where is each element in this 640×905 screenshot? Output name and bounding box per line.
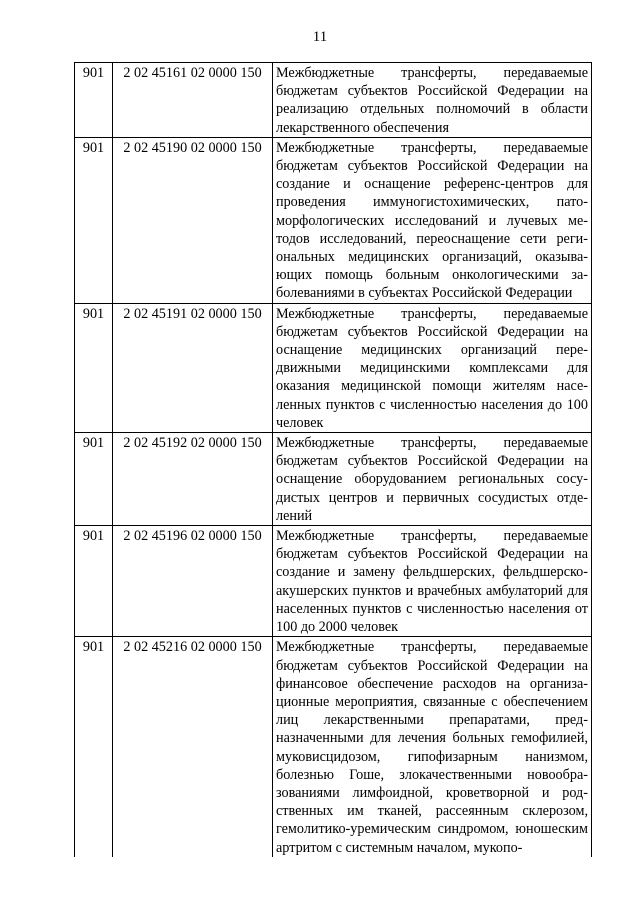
- budget-code-cell: 2 02 45191 02 0000 150: [113, 303, 273, 432]
- description-cell: Межбюджетные трансферты, передаваемые бюджетам субъектов Российской Федерации на создание и оснащение референс-центров для проведения иммуногистохимических, патоморфологических исследований и лучевых методов исследований, переоснащение сети региональных медицинских организаций, оказывающих помощь больным онкологическими заболеваниями в субъектах Российской Федерации: [273, 137, 592, 303]
- budget-code-cell: 2 02 45192 02 0000 150: [113, 433, 273, 526]
- table-row: [75, 137, 592, 303]
- admin-code-cell: 901: [75, 526, 113, 637]
- table-row: [75, 433, 592, 526]
- description-cell: Межбюджетные трансферты, передаваемые бюджетам субъектов Российской Федерации на финансовое обеспечение расходов на организационные мероприятия, связанные с обеспечением лиц лекарственными препаратами, предназначенными для лечения больных гемофилией, муковисцидозом, гипофизарным нанизмом, болезнью Гоше, злокачественными новообразованиями лимфоидной, кроветворной и родственных им тканей, рассеянным склерозом, гемолитико-уремическим синдромом, юношеским артритом с системным началом, мукопо-: [273, 637, 592, 857]
- budget-classification-table: [74, 62, 592, 857]
- admin-code-cell: 901: [75, 63, 113, 138]
- page-number: 11: [312, 29, 328, 45]
- admin-code-cell: 901: [75, 637, 113, 857]
- table-row: [75, 526, 592, 637]
- budget-code-cell: 2 02 45196 02 0000 150: [113, 526, 273, 637]
- description-cell: Межбюджетные трансферты, передаваемые бюджетам субъектов Российской Федерации на оснащение оборудованием региональных сосудистых центров и первичных сосудистых отделений: [273, 433, 592, 526]
- description-cell: Межбюджетные трансферты, передаваемые бюджетам субъектов Российской Федерации на оснащение медицинских организаций передвижными медицинскими комплексами для оказания медицинской помощи жителям населенных пунктов с численностью населения до 100 человек: [273, 303, 592, 432]
- admin-code-cell: 901: [75, 137, 113, 303]
- admin-code-cell: 901: [75, 433, 113, 526]
- budget-code-cell: 2 02 45161 02 0000 150: [113, 63, 273, 138]
- table-row: [75, 303, 592, 432]
- table-row: [75, 63, 592, 138]
- budget-code-cell: 2 02 45216 02 0000 150: [113, 637, 273, 857]
- description-cell: Межбюджетные трансферты, передаваемые бюджетам субъектов Российской Федерации на создание и замену фельдшерских, фельдшерско-акушерских пунктов и врачебных амбулаторий для населенных пунктов с численностью населения от 100 до 2000 человек: [273, 526, 592, 637]
- description-cell: Межбюджетные трансферты, передаваемые бюджетам субъектов Российской Федерации на реализацию отдельных полномочий в области лекарственного обеспечения: [273, 63, 592, 138]
- budget-code-cell: 2 02 45190 02 0000 150: [113, 137, 273, 303]
- admin-code-cell: 901: [75, 303, 113, 432]
- table-row: [75, 637, 592, 857]
